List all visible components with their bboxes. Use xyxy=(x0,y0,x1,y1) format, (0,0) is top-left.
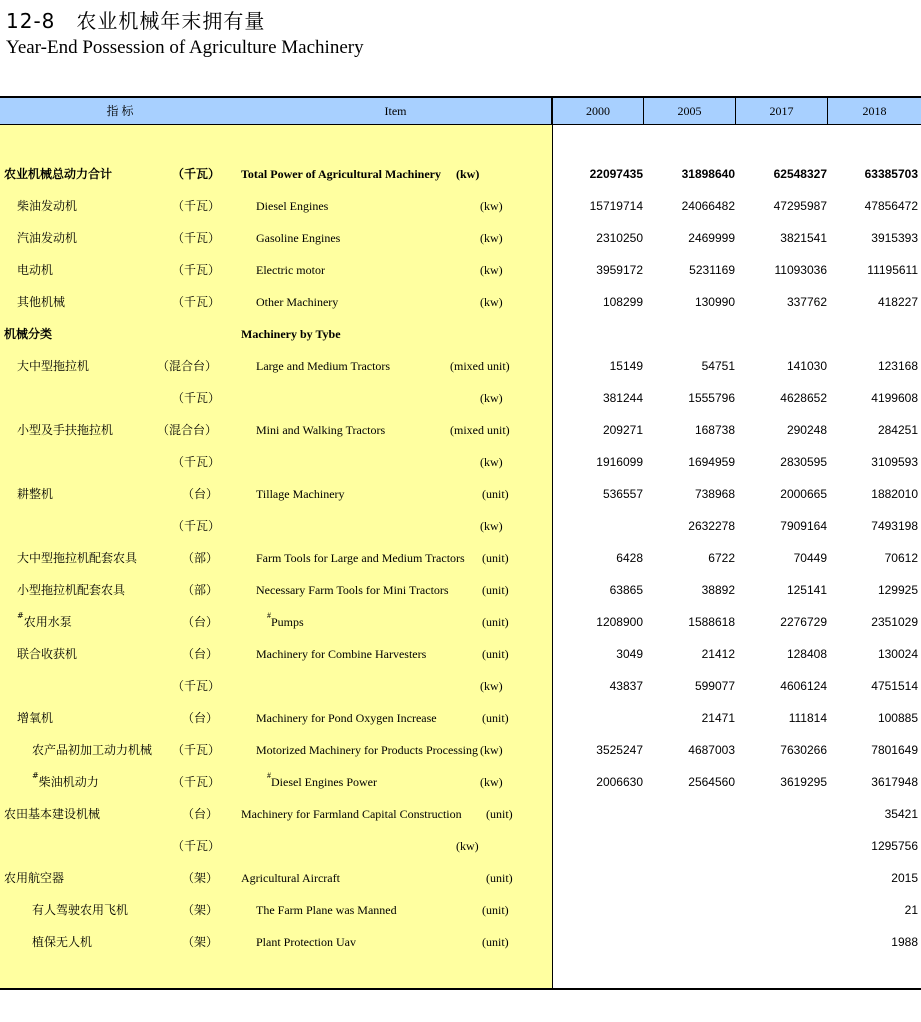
row-unit-cn: （千瓦） xyxy=(172,519,221,533)
table-row xyxy=(0,574,921,606)
row-value-2018: 3617948 xyxy=(871,775,918,789)
row-label-cn: 农用航空器 xyxy=(4,871,65,885)
row-unit-en: (kw) xyxy=(480,679,503,693)
row-value-2000: 108299 xyxy=(602,295,643,309)
row-value-2000: 3959172 xyxy=(596,263,643,277)
row-label-cn: 小型及手扶拖拉机 xyxy=(17,423,114,437)
row-label-cn: 农产品初加工动力机械 xyxy=(32,743,153,757)
table-header xyxy=(0,96,921,125)
row-value-2017: 70449 xyxy=(793,551,827,565)
row-label-en: Motorized Machinery for Products Processing xyxy=(256,743,478,757)
row-value-2017: 4628652 xyxy=(780,391,827,405)
row-value-2005: 6722 xyxy=(708,551,735,565)
row-value-2000: 15149 xyxy=(609,359,643,373)
row-value-2017: 62548327 xyxy=(773,167,827,181)
table-row xyxy=(0,798,921,830)
table-row xyxy=(0,766,921,798)
row-unit-en: (unit) xyxy=(482,935,509,949)
row-value-2005: 31898640 xyxy=(681,167,735,181)
row-value-2018: 4751514 xyxy=(871,679,918,693)
row-unit-cn: （架） xyxy=(182,871,219,885)
header-year: 2017 xyxy=(736,98,828,125)
row-value-2000: 209271 xyxy=(602,423,643,437)
row-value-2000: 63865 xyxy=(609,583,643,597)
row-value-2017: 290248 xyxy=(786,423,827,437)
row-value-2000: 6428 xyxy=(616,551,643,565)
row-value-2017: 2000665 xyxy=(780,487,827,501)
row-value-2018: 284251 xyxy=(877,423,918,437)
table-row xyxy=(0,894,921,926)
row-label-cn: 柴油发动机 xyxy=(17,199,78,213)
row-value-2005: 21471 xyxy=(701,711,735,725)
row-value-2000: 1916099 xyxy=(596,455,643,469)
table-row xyxy=(0,510,921,542)
row-value-2017: 337762 xyxy=(786,295,827,309)
row-label-cn: #柴油机动力 xyxy=(32,771,99,789)
row-value-2000: 1208900 xyxy=(596,615,643,629)
row-unit-cn: （千瓦） xyxy=(172,839,221,853)
table-row xyxy=(0,382,921,414)
row-label-cn: 大中型拖拉机 xyxy=(17,359,90,373)
row-unit-en: (kw) xyxy=(480,775,503,789)
row-value-2017: 47295987 xyxy=(773,199,827,213)
row-label-cn: 增氧机 xyxy=(17,711,54,725)
table-row xyxy=(0,862,921,894)
table-row xyxy=(0,638,921,670)
row-unit-cn: （千瓦） xyxy=(172,231,221,245)
row-label-cn: 其他机械 xyxy=(17,295,66,309)
row-value-2005: 4687003 xyxy=(688,743,735,757)
row-unit-en: (unit) xyxy=(482,903,509,917)
row-value-2017: 3821541 xyxy=(780,231,827,245)
header-year: 2000 xyxy=(552,98,644,125)
row-value-2018: 21 xyxy=(904,903,918,917)
table-row xyxy=(0,222,921,254)
row-label-cn: 电动机 xyxy=(17,263,54,277)
table-row xyxy=(0,542,921,574)
table-row xyxy=(0,158,921,190)
row-label-en: Gasoline Engines xyxy=(256,231,341,245)
row-value-2000: 3525247 xyxy=(596,743,643,757)
row-label-cn: 植保无人机 xyxy=(32,935,93,949)
row-unit-en: (kw) xyxy=(480,263,503,277)
row-label-en: Large and Medium Tractors xyxy=(256,359,391,373)
row-value-2005: 168738 xyxy=(694,423,735,437)
row-unit-en: (kw) xyxy=(456,167,480,181)
row-unit-en: (kw) xyxy=(480,295,503,309)
table-row xyxy=(0,926,921,958)
row-label-en: Machinery for Pond Oxygen Increase xyxy=(256,711,437,725)
table-row xyxy=(0,446,921,478)
table-row xyxy=(0,702,921,734)
row-unit-en: (unit) xyxy=(486,871,513,885)
table-bottom-rule xyxy=(0,988,921,990)
row-label-en: Machinery for Combine Harvesters xyxy=(256,647,427,661)
row-label-en: Mini and Walking Tractors xyxy=(256,423,386,437)
row-unit-en: (unit) xyxy=(482,487,509,501)
row-value-2005: 21412 xyxy=(701,647,735,661)
row-value-2018: 2015 xyxy=(891,871,918,885)
row-unit-en: (unit) xyxy=(486,807,513,821)
row-label-en: #Pumps xyxy=(267,611,304,629)
table-row xyxy=(0,414,921,446)
row-value-2005: 24066482 xyxy=(681,199,735,213)
row-unit-cn: （千瓦） xyxy=(172,679,221,693)
row-value-2005: 2632278 xyxy=(688,519,735,533)
row-unit-cn: （千瓦） xyxy=(172,455,221,469)
row-value-2018: 70612 xyxy=(884,551,918,565)
row-value-2005: 5231169 xyxy=(689,263,735,277)
table-row xyxy=(0,254,921,286)
row-value-2017: 141030 xyxy=(786,359,827,373)
row-label-en: Total Power of Agricultural Machinery xyxy=(241,167,441,181)
row-value-2018: 1295756 xyxy=(871,839,918,853)
row-label-cn: 小型拖拉机配套农具 xyxy=(17,583,126,597)
table-title-en: Year-End Possession of Agriculture Machinery xyxy=(6,37,364,58)
row-unit-cn: （台） xyxy=(182,647,219,661)
row-unit-cn: （台） xyxy=(182,711,219,725)
row-unit-en: (mixed unit) xyxy=(450,359,510,373)
row-label-en: #Diesel Engines Power xyxy=(267,771,377,789)
row-label-cn: 大中型拖拉机配套农具 xyxy=(17,551,138,565)
row-unit-en: (mixed unit) xyxy=(450,423,510,437)
row-value-2000: 43837 xyxy=(609,679,643,693)
row-value-2000: 3049 xyxy=(616,647,643,661)
row-value-2005: 130990 xyxy=(694,295,735,309)
table-row xyxy=(0,478,921,510)
row-unit-en: (kw) xyxy=(480,391,503,405)
row-label-en: Tillage Machinery xyxy=(256,487,345,501)
row-unit-cn: （部） xyxy=(182,551,219,565)
row-unit-en: (unit) xyxy=(482,647,509,661)
row-unit-cn: （千瓦） xyxy=(172,199,221,213)
row-label-cn: 汽油发动机 xyxy=(17,231,78,245)
row-unit-en: (unit) xyxy=(482,583,509,597)
row-value-2017: 7630266 xyxy=(780,743,827,757)
row-label-en: Other Machinery xyxy=(256,295,339,309)
header-item: Item xyxy=(240,98,552,125)
row-unit-en: (kw) xyxy=(480,519,503,533)
row-label-cn: 联合收获机 xyxy=(17,647,78,661)
row-value-2017: 128408 xyxy=(786,647,827,661)
row-unit-en: (kw) xyxy=(480,455,503,469)
row-unit-cn: （混合台） xyxy=(157,359,218,373)
row-label-cn: 有人驾驶农用飞机 xyxy=(32,903,129,917)
row-label-en: Machinery by Tybe xyxy=(241,327,341,341)
row-value-2018: 4199608 xyxy=(871,391,918,405)
row-value-2018: 7493198 xyxy=(871,519,918,533)
row-value-2017: 125141 xyxy=(786,583,827,597)
row-value-2018: 1882010 xyxy=(871,487,918,501)
row-value-2005: 2564560 xyxy=(688,775,735,789)
table-row xyxy=(0,830,921,862)
row-value-2000: 2006630 xyxy=(596,775,643,789)
row-value-2005: 738968 xyxy=(694,487,735,501)
row-value-2017: 2830595 xyxy=(780,455,827,469)
table-row xyxy=(0,670,921,702)
row-value-2018: 47856472 xyxy=(864,199,918,213)
row-value-2017: 11093036 xyxy=(774,263,827,277)
row-value-2018: 123168 xyxy=(877,359,918,373)
row-unit-cn: （千瓦） xyxy=(172,295,221,309)
header-year: 2018 xyxy=(862,104,887,118)
row-unit-cn: （台） xyxy=(182,615,219,629)
row-unit-cn: （部） xyxy=(182,583,219,597)
row-value-2000: 22097435 xyxy=(589,167,643,181)
row-unit-cn: （千瓦） xyxy=(172,391,221,405)
row-unit-en: (kw) xyxy=(480,199,503,213)
table-row xyxy=(0,190,921,222)
table-title-cn: 12-8 农业机械年末拥有量 xyxy=(6,9,266,33)
row-value-2017: 3619295 xyxy=(780,775,827,789)
row-label-en: Diesel Engines xyxy=(256,199,329,213)
row-value-2018: 100885 xyxy=(877,711,918,725)
row-label-en: Machinery for Farmland Capital Construction xyxy=(241,807,462,821)
row-value-2000: 536557 xyxy=(602,487,643,501)
row-label-en: The Farm Plane was Manned xyxy=(256,903,397,917)
row-value-2018: 3915393 xyxy=(871,231,918,245)
row-value-2005: 1694959 xyxy=(688,455,735,469)
row-unit-cn: （混合台） xyxy=(157,423,218,437)
row-unit-en: (kw) xyxy=(480,743,503,757)
table-row xyxy=(0,606,921,638)
row-value-2018: 3109593 xyxy=(871,455,918,469)
row-value-2005: 38892 xyxy=(701,583,735,597)
row-value-2017: 2276729 xyxy=(780,615,827,629)
row-unit-cn: （架） xyxy=(182,935,219,949)
row-unit-cn: （台） xyxy=(182,487,219,501)
row-label-en: Agricultural Aircraft xyxy=(241,871,340,885)
row-unit-en: (kw) xyxy=(456,839,479,853)
row-unit-cn: （千瓦） xyxy=(172,167,221,181)
row-value-2017: 7909164 xyxy=(780,519,827,533)
row-value-2005: 2469999 xyxy=(688,231,735,245)
row-value-2000: 15719714 xyxy=(589,199,643,213)
row-label-en: Farm Tools for Large and Medium Tractors xyxy=(256,551,465,565)
row-value-2018: 418227 xyxy=(877,295,918,309)
row-unit-en: (unit) xyxy=(482,711,509,725)
row-label-en: Plant Protection Uav xyxy=(256,935,356,949)
row-unit-en: (unit) xyxy=(482,551,509,565)
table-row xyxy=(0,286,921,318)
row-value-2018: 129925 xyxy=(877,583,918,597)
row-label-cn: #农用水泵 xyxy=(17,611,72,629)
table-row xyxy=(0,734,921,766)
row-label-en: Necessary Farm Tools for Mini Tractors xyxy=(256,583,449,597)
row-label-cn: 农业机械总动力合计 xyxy=(4,167,113,181)
table-row xyxy=(0,318,921,350)
row-value-2018: 35421 xyxy=(884,807,918,821)
row-value-2000: 381244 xyxy=(602,391,643,405)
row-unit-en: (kw) xyxy=(480,231,503,245)
row-unit-cn: （架） xyxy=(182,903,219,917)
row-value-2005: 1555796 xyxy=(688,391,735,405)
row-value-2005: 599077 xyxy=(694,679,735,693)
row-value-2018: 1988 xyxy=(891,935,918,949)
row-value-2018: 63385703 xyxy=(864,167,918,181)
row-value-2018: 11195611 xyxy=(867,263,918,277)
row-unit-en: (unit) xyxy=(482,615,509,629)
row-label-cn: 机械分类 xyxy=(4,327,53,341)
row-value-2005: 54751 xyxy=(701,359,735,373)
row-unit-cn: （千瓦） xyxy=(172,263,221,277)
header-indicator: 指 标 xyxy=(106,104,134,118)
row-unit-cn: （台） xyxy=(182,807,219,821)
row-value-2018: 7801649 xyxy=(871,743,918,757)
table-row xyxy=(0,350,921,382)
row-value-2017: 111814 xyxy=(788,711,827,725)
row-value-2017: 4606124 xyxy=(780,679,827,693)
row-label-cn: 农田基本建设机械 xyxy=(4,807,101,821)
row-value-2018: 130024 xyxy=(877,647,918,661)
row-value-2000: 2310250 xyxy=(596,231,643,245)
row-label-cn: 耕整机 xyxy=(17,487,54,501)
header-year: 2005 xyxy=(644,98,736,125)
row-unit-cn: （千瓦） xyxy=(172,743,221,757)
row-value-2018: 2351029 xyxy=(871,615,918,629)
row-value-2005: 1588618 xyxy=(688,615,735,629)
row-unit-cn: （千瓦） xyxy=(172,775,221,789)
row-label-en: Electric motor xyxy=(256,263,325,277)
